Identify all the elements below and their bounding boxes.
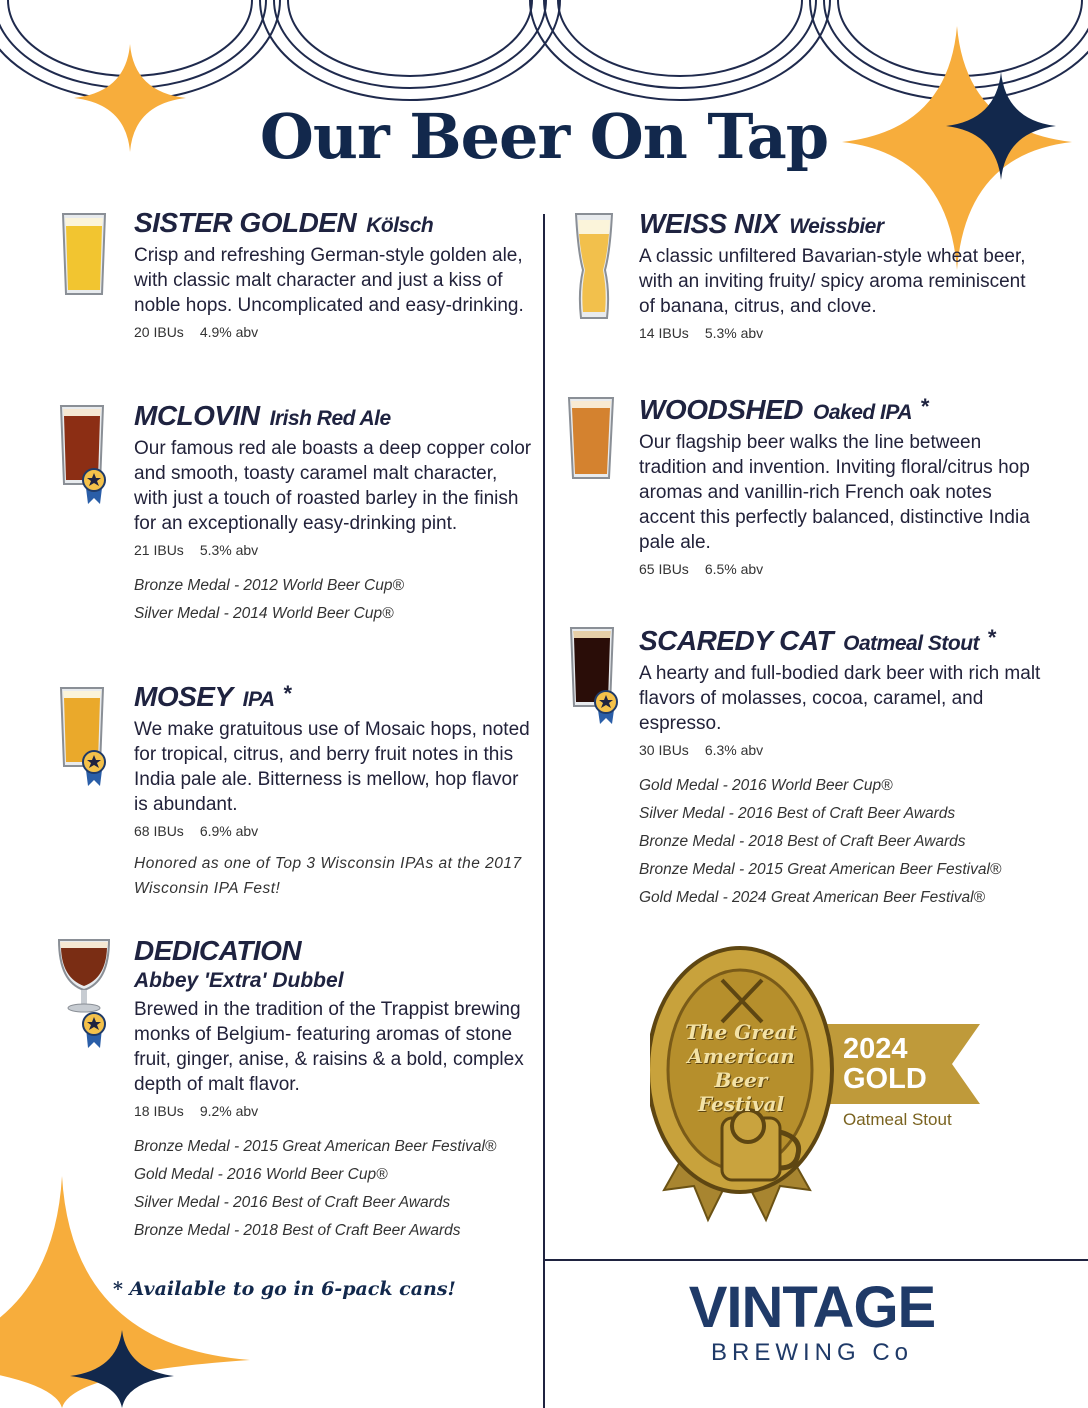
award-item: Gold Medal - 2024 Great American Beer Festival® (639, 889, 985, 906)
beer-name: MOSEY IPA * (134, 681, 291, 712)
stout-glass-with-medal-icon (568, 626, 624, 724)
beer-description: A hearty and full-bodied dark beer with rich malt flavors of molasses, cocoa, caramel, and espresso. (639, 663, 1041, 734)
beer-description: We make gratuitous use of Mosaic hops, noted for tropical, citrus, and berry fruit notes in this India pale ale. Bitterness is mellow, hop flavor is abundant. (134, 719, 530, 815)
beer-stats: 68 IBUs 6.9% abv (134, 823, 259, 839)
beer-style: Oaked IPA (813, 401, 912, 424)
beer-woodshed (639, 394, 1039, 577)
beer-description: Crisp and refreshing German-style golden ale, with classic malt character and just a kiss of noble hops. Uncomplicated and easy-drinking. (134, 245, 524, 316)
beer-style: IPA (242, 688, 275, 711)
brand-sub: BREWING Co (710, 1339, 913, 1366)
beer-stats: 20 IBUs 4.9% abv (134, 324, 259, 340)
beer-mclovin (134, 400, 534, 628)
award-item: Bronze Medal - 2015 Great American Beer Festival® (639, 861, 1002, 878)
goblet-glass-with-medal-icon (56, 938, 114, 1050)
red-ale-glass-with-medal-icon (58, 404, 112, 504)
beer-honor-note: Honored as one of Top 3 Wisconsin IPAs at the 2017 Wisconsin IPA Fest! (134, 855, 522, 897)
award-item: Silver Medal - 2014 World Beer Cup® (134, 605, 394, 622)
beer-style: Abbey 'Extra' Dubbel (134, 969, 344, 992)
beer-stats: 30 IBUs 6.3% abv (639, 742, 764, 758)
award-list (639, 772, 1049, 912)
beer-name: SISTER GOLDEN Kölsch (134, 207, 434, 238)
award-item: Gold Medal - 2016 World Beer Cup® (639, 777, 893, 794)
beer-name: WOODSHED Oaked IPA * (639, 394, 929, 425)
award-item: Gold Medal - 2016 World Beer Cup® (134, 1166, 388, 1183)
beer-stats: 65 IBUs 6.5% abv (639, 561, 764, 577)
column-divider (543, 214, 545, 1408)
beer-stats: 18 IBUs 9.2% abv (134, 1103, 259, 1119)
beer-description: Our famous red ale boasts a deep copper color and smooth, toasty caramel malt character, with just a touch of roasted barley in the finish for an exceptionally easy-drinking pint. (134, 438, 532, 534)
award-item: Bronze Medal - 2012 World Beer Cup® (134, 577, 404, 594)
sparkle-icon (70, 1330, 174, 1408)
beer-description: A classic unfiltered Bavarian-style wheat beer, with an inviting fruity/ spicy aroma reminiscent of banana, citrus, and clove. (639, 246, 1026, 317)
beer-style: Oatmeal Stout (843, 632, 980, 655)
beer-scaredy-cat (639, 625, 1049, 912)
award-list (134, 1133, 534, 1245)
award-list (134, 572, 534, 628)
beer-name: DEDICATION (134, 935, 302, 966)
ipa-glass-with-medal-icon (58, 686, 112, 786)
beer-style: Weissbier (789, 215, 884, 238)
cans-star: * (987, 625, 996, 650)
beer-description: Brewed in the tradition of the Trappist brewing monks of Belgium- featuring aromas of stone fruit, ginger, anise, & raisins & a bold, complex depth of malt flavor. (134, 999, 524, 1095)
beer-description: Our flagship beer walks the line between tradition and invention. Inviting floral/citrus hop aromas and vanillin-rich French oak notes accent this perfectly balanced, distinctive India pale ale. (639, 432, 1030, 553)
beer-name: WEISS NIX Weissbier (639, 208, 884, 239)
footer-divider (545, 1259, 1088, 1261)
medal-logo-text: The Great American Beer Festival (685, 1020, 797, 1116)
beer-style: Kölsch (366, 214, 434, 237)
medal-year-text: 2024 GOLD (843, 1033, 927, 1095)
beer-mosey (134, 681, 534, 901)
award-item: Bronze Medal - 2015 Great American Beer Festival® (134, 1138, 497, 1155)
award-item: Silver Medal - 2016 Best of Craft Beer Awards (134, 1194, 451, 1211)
beer-stats: 21 IBUs 5.3% abv (134, 542, 259, 558)
cans-star: * (919, 394, 929, 419)
beer-sister-golden (134, 207, 534, 340)
brand-logo (684, 1275, 940, 1368)
beer-stats: 14 IBUs 5.3% abv (639, 325, 764, 341)
brand-name: VINTAGE (688, 1275, 936, 1340)
beer-name: SCAREDY CAT Oatmeal Stout * (639, 625, 996, 656)
page-title: Our Beer On Tap (259, 100, 829, 173)
kolsch-glass-icon (60, 212, 108, 298)
oaked-ipa-glass-icon (566, 396, 616, 482)
beer-name: MCLOVIN Irish Red Ale (134, 400, 391, 431)
beer-style: Irish Red Ale (269, 407, 391, 430)
weizen-glass-icon (574, 212, 614, 322)
award-item: Bronze Medal - 2018 Best of Craft Beer Awards (134, 1222, 461, 1239)
award-item: Silver Medal - 2016 Best of Craft Beer Awards (639, 805, 956, 822)
beer-dedication (134, 935, 534, 1245)
beer-weiss-nix (639, 208, 1039, 341)
cans-star: * (282, 681, 291, 706)
cans-availability-note: * Available to go in 6-pack cans! (113, 1278, 456, 1300)
award-item: Bronze Medal - 2018 Best of Craft Beer Awards (639, 833, 966, 850)
medal-beer-text: Oatmeal Stout (843, 1110, 952, 1129)
